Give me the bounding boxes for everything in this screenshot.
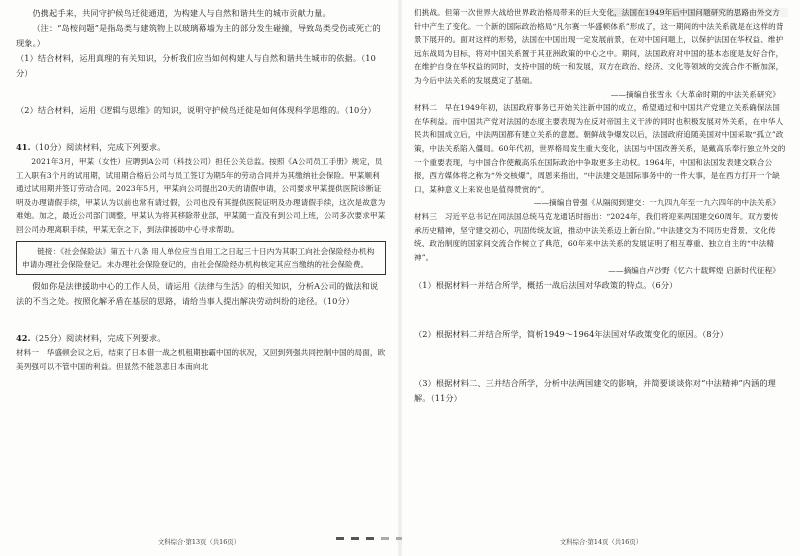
right-footer: 文科综合·第14页（共16页） [559,538,643,546]
left-footer: 文科综合·第13页（共16页） [157,538,241,546]
left-column [16,6,386,374]
q41-question: 假如你是法律援助中心的工作人员，请运用《法律与生活》的相关知识，分析A公司的做法和说法的不当之处。按照化解矛盾在基层的思路，请给当事人提出解决劳动纠纷的途径。（10分） [16,281,379,307]
material1-continuation: 们挑战。但第一次世界大战给世界政治格局带来的巨大变化，法国在1949年后中国问题研究的思路由外交方针中产生了变化。一个新的国际政治格局“凡尔赛一华盛顿体系”形成了，这一期间的中法关系就是在这样的背景下展开的。面对这样的形势，法国在中国出现一定发展前景，在对中国问题上，以保护法国在华权益、维护远东战局为目标，将对中国关系置于其亚洲政策的中心之中。期间，法国政府对中国的基本态度是友好合作，在维护自身在华权益的同时，支持中国的统一和发展，双方在政治、经济、文化等领域的交流合作不断加深，为今后中法关系的发展奠定了基础。 [414,8,784,85]
left-page [0,0,398,556]
q41-number: 41. [16,142,31,152]
source-3: ——摘编自卢沙野《忆六十载辉煌 启新时代征程》 [608,266,780,276]
q42-number: 42. [16,333,31,344]
q42-material1: 材料一 华盛顿会议之后，结束了日本借一战之机租期独霸中国的状况，又回到列强共同控制中国的局面，欧美列强可以不管中国的利益。但显然不能忽悲日本南向北 [16,348,386,371]
q42-heading [16,331,386,346]
source-2: ——摘编自曾强《从隔阂到建交：一九四九年至一九六四年的中法关系》 [533,198,780,208]
q40-tail-text: 仍携起手来，共同守护候鸟迁徙通道，为构建人与自然和谐共生的城市贡献力量。 [32,8,331,18]
right-column [414,6,786,406]
q41-link-box [16,241,386,276]
q40-note: （注：“岛桉问题”是指岛类与建筑物上以玻璃幕墙为主的部分发生碰撞，导致岛类受伤或死亡的现象。） [16,23,381,48]
source-1: ——摘编自张雪永《大革命时期的中法关系研究》 [610,89,780,99]
q41-link-text: 链接：《社会保险法》第五十八条 用人单位应当自用工之日起三十日内为其职工向社会保险经办机构申请办理社会保险登记。未办理社会保险登记的，由社会保险经办机构核定其应当缴纳的社会保险费。 [22,246,375,269]
q42-sub3: （3）根据材料二、三并结合所学，分析中法两国建交的影响，并简要谈谈你对“中法精神”内涵的理解。（11分） [414,377,776,403]
material3: 材料三 习近平总书记在同法国总统马克龙通话时指出：“2024年，我们将迎来两国建交60周年。双方要传承历史精神，坚守建交初心，巩固传统友谊，推动中法关系迈上新台阶。”中法建交为不同历史背景、文化传统、政治制度的国家间交流合作树立了典范，60年来中法关系的发展证明了相互尊重、独立自主的“中法精神”。 [414,211,779,262]
q40-sub1: （1）结合材料，运用真理的有关知识，分析我们应当如何构建人与自然和谐共生城市的依据。（10分） [16,53,376,78]
page-markers [336,537,404,540]
page-marker [381,537,389,540]
q42-sub1: （1）根据材料一并结合所学，概括一战后法国对华政策的特点。（6分） [414,279,678,290]
q42-intro: （25分）阅读材料，完成下列要求。 [30,333,166,344]
page-marker [366,537,374,540]
q41-material: 2021年3月，甲某（女性）应聘到A公司（科技公司）担任公关总监。按照《A公司员工手册》规定，员工入职有3个月的试用期，试用期合格后公司与员工签订为期5年的劳动合同并为其缴纳社会保险。甲某顺利通过试用期并签订劳动合同。2023年5月，甲某向公司提出20天的请假申请，公司要求甲某提供医院诊断证明及办理请假手续，甲某认为以前也常有请过假，公司也没有其提供医院证明及办理请假手续，这次是故意为难她。加之，最近公司部门调整，甲某认为将其移除带业部，甲某随一直没有到公司上班，公司多次要求甲某回公司办理离职手续，甲某无奈之下，到法律援助中心寻求帮助。 [16,157,386,234]
q41-heading [16,140,386,155]
page-marker [351,537,359,540]
material2: 材料二 早在1949年初，法国政府事务已开始关注新中国的成立，希望通过和中国共产党建立关系确保法国在华利益。而中国共产党对法国的态度主要表现为在反对帝国主义干涉的同时也积极发展对外关系，在中华人民共和国成立后，中法两国都有建立关系的意愿。朝鲜战争爆发以后，法国政府追随美国对中国采取“孤立”政策，中法关系陷入僵局。60年代初，世界格局发生重大变化，法国与中国改善关系，是戴高乐奉行独立外交的一个重要表现，与中国合作使戴高乐在国际政治中争取更多主动权。1964年，中国和法国发表建交联合公报，西方媒体将之称为“外交核爆”，周恩来指出，“中法建交是国际事务中的一件大事，是在西方打开一个缺口，某种意义上来说也是值得赞赏的”。 [414,103,786,194]
q40-sub2: （2）结合材料，运用《逻辑与思维》的知识，说明守护候鸟迁徙是如何体现科学思维的。（10分） [16,105,376,115]
q41-intro: （10分）阅读材料，完成下列要求。 [30,142,166,152]
right-page [402,0,800,556]
q42-sub2: （2）根据材料二并结合所学，简析1949～1964年法国对华政策变化的原因。（8分） [414,328,729,339]
page-marker [336,537,344,540]
